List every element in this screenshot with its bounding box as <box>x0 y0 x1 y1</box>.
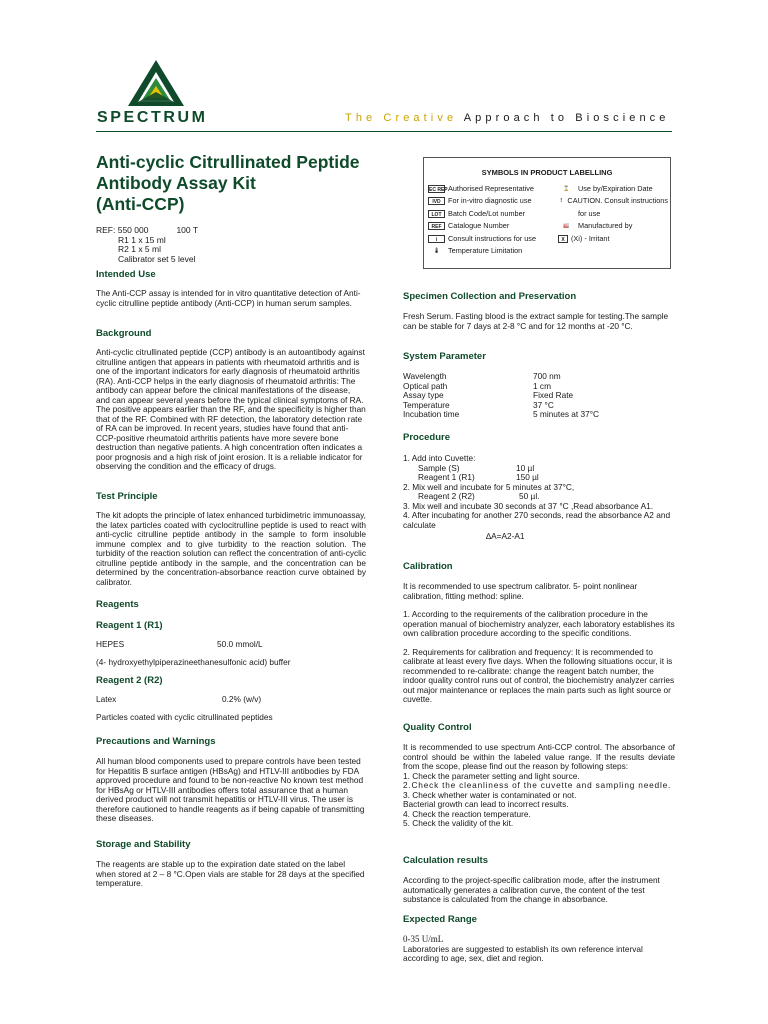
reagent-2-note: Particles coated with cyclic citrullinated peptides <box>96 711 273 722</box>
section-text: Fresh Serum. Fasting blood is the extract sample for testing.The sample can be stable for 7 days at 2-8 °C and for 12 months at -20 °C. <box>403 311 669 331</box>
section-text: 1. According to the requirements of the calibration procedure in the operation manual of biochemistry analyzer, each laboratory establishes its own calibration procedure according to the specific conditions. <box>403 609 675 638</box>
ref-r1: R1 1 x 15 ml <box>118 234 166 245</box>
header-rule <box>96 131 672 132</box>
ivd-icon: IVD <box>428 197 445 205</box>
symbols-left-column <box>428 183 558 258</box>
section-text: It is recommended to use spectrum calibrator. 5- point nonlinear calibration, fitting method: spline. <box>403 581 638 601</box>
reagent-1-heading: Reagent 1 (R1) <box>96 620 163 631</box>
symbols-right-column <box>558 183 668 258</box>
intended-use-section <box>96 269 366 308</box>
test-principle-section <box>96 491 366 587</box>
section-text: Anti-cyclic citrullinated peptide (CCP) antibody is an autoantibody against citrulline antigen that appears in patients with rheumatoid arthritis and is one of the important indicators for early diagnosis of rheumatoid arthritis (RA). Anti-CCP helps in the early diagnosis of rheumatoid arthritis: The antibody can appear before the clinical manifestations of the disease, and can appear several years before the typical clinical symptoms of RA. The positive appears earlier than the RF, and the specificity is higher than that of the RF. Combined with RF detection, the laboratory detection rate of RA can be improved. In recent years, studies have found that anti- CCP-positive rheumatoid arthritis patients have more severe bone destruction than negative patients. A high concentration often indicates a poor prognosis and a high risk of joint erosion. It is a reliable indicator for observing the condition and the efficacy of drugs. <box>96 347 366 471</box>
spectrum-logo <box>96 58 216 108</box>
lot-icon: LOT <box>428 210 445 218</box>
section-text: 2. Requirements for calibration and frequency: It is recommended to calibrate at least every five days. When the following situations occur, it is recommended to re-calibrate: change the reagent batch number, the indoor quality control runs out of control, the biochemistry analyzer carries out major maintenance or replaces the main parts such as light source or cuvette. <box>403 646 675 704</box>
section-heading: Reagents <box>96 599 139 610</box>
thermometer-icon: 🌡 <box>433 248 440 255</box>
symbol-item: 🏭 Manufactured by <box>558 220 668 233</box>
formula: ∆A=A2-A1 <box>486 531 525 541</box>
instructions-icon: i <box>428 235 445 243</box>
procedure-row: Reagent 2 (R2) 50 µl. <box>418 491 540 501</box>
procedure-section <box>403 432 675 542</box>
section-heading: Quality Control <box>403 722 472 733</box>
brand-name: SPECTRUM <box>97 109 208 126</box>
quality-control-section <box>403 722 675 829</box>
section-heading: Precautions and Warnings <box>96 736 216 747</box>
qc-step: 2.Check the cleanliness of the cuvette and sampling needle. <box>403 780 672 790</box>
section-text: The kit adopts the principle of latex enhanced turbidimetric immunoassay, the latex particles coated with cyclocitrulline peptide is used to react with anti-cyclic citrulline peptide antibody in the sample to form insoluble immune complex and to give turbidity to the reaction solution. The turbidity of the reaction solution can reflect the concentration of anti-cyclic citrulline peptide antibody in the sample, and the concentration can be determined by the concentration-absorbance reaction curve obtained by calibrator. <box>96 510 366 587</box>
reagent-1-row: HEPES 50.0 mmol/L <box>96 639 263 649</box>
section-text: The Anti-CCP assay is intended for in vitro quantitative detection of Anti-cyclic citrulline peptide antibody (Anti-CCP) in human serum samples. <box>96 288 361 308</box>
section-heading: Storage and Stability <box>96 839 191 850</box>
parameter-row: Optical path 1 cm <box>403 380 551 391</box>
document-title <box>96 152 396 215</box>
section-heading: Test Principle <box>96 491 158 502</box>
procedure-step: 3. Mix well and incubate 30 seconds at 37 °C ,Read absorbance A1. <box>403 500 654 511</box>
section-heading: Expected Range <box>403 914 477 925</box>
symbol-item: for use <box>578 208 601 218</box>
symbol-item: REF Catalogue Number <box>428 220 558 233</box>
irritant-icon: X <box>558 235 568 243</box>
section-text: It is recommended to use spectrum Anti-CCP control. The absorbance of control should be within the labeled value range. If the results deviate from the scope, please find out the reason by following steps: <box>403 742 675 771</box>
storage-section <box>96 839 366 889</box>
ref-r2: R2 1 x 5 ml <box>118 244 161 254</box>
section-heading: Procedure <box>403 432 450 443</box>
section-heading: Specimen Collection and Preservation <box>403 291 577 302</box>
qc-step: 4. Check the reaction temperature. <box>403 808 531 819</box>
symbols-box <box>423 157 671 269</box>
symbol-item: 🌡 Temperature Limitation <box>428 245 558 258</box>
qc-step: Bacterial growth can lead to incorrect results. <box>403 799 569 809</box>
factory-icon: 🏭 <box>563 223 570 230</box>
symbols-title: SYMBOLS IN PRODUCT LABELLING <box>481 168 613 177</box>
title-line: Antibody Assay Kit <box>96 173 256 193</box>
symbol-item: EC REP Authorised Representative <box>429 183 534 193</box>
ref-calibrator: Calibrator set 5 level <box>118 253 196 264</box>
tagline <box>345 112 670 124</box>
procedure-row: Reagent 1 (R1) 150 µl <box>418 472 539 482</box>
symbol-item: IVD For in-vitro diagnostic use <box>428 195 558 208</box>
symbol-item: X (Xi) - Irritant <box>558 233 668 246</box>
section-heading: Calibration <box>403 561 453 572</box>
qc-step: 1. Check the parameter setting and light source. <box>403 770 580 781</box>
symbol-item: ⌛ Use by/Expiration Date <box>558 183 668 196</box>
background-section <box>96 328 366 472</box>
ref-block <box>96 226 198 264</box>
section-heading: Intended Use <box>96 269 156 280</box>
section-text: All human blood components used to prepare controls have been tested for Hepatitis B surface antigen (HBsAg) and HTLV-III antibodies by FDA approved procedure and found to be non-reactive No known test method for HBsAg or HTLV-III antibodies offers total assurance that a human derived product will not transmit hepatitis or HTLV-III virus. The user is therefore cautioned to handle reagents as if being capable of transmitting these diseases. <box>96 756 365 823</box>
qc-step: 5. Check the validity of the kit. <box>403 818 514 828</box>
procedure-step: 2. Mix well and incubate for 5 minutes at 37°C, <box>403 481 575 492</box>
tagline-rest: Approach to Bioscience <box>457 112 670 124</box>
qc-step: 3. Check whether water is contaminated or not. <box>403 789 577 800</box>
expected-range-section <box>403 914 675 964</box>
section-heading: System Parameter <box>403 351 486 362</box>
reagent-2-heading: Reagent 2 (R2) <box>96 675 163 686</box>
title-line: Anti-cyclic Citrullinated Peptide <box>96 152 360 172</box>
ref-test-count: 100 T <box>176 225 199 235</box>
ec-rep-icon: EC REP <box>429 186 448 193</box>
section-text: According to the project-specific calibration mode, after the instrument automatically generates a calibration curve, the content of the test substance is calculated from the change in absorbance. <box>403 875 660 904</box>
section-text: Laboratories are suggested to establish its own reference interval according to age, sex, diet and region. <box>403 943 643 963</box>
hourglass-icon: ⌛ <box>563 185 570 192</box>
system-parameter-section <box>403 351 675 420</box>
tagline-accent: The Creative <box>345 112 458 124</box>
parameter-row: Temperature 37 °C <box>403 399 554 410</box>
warning-icon: ! <box>560 198 563 205</box>
symbol-item: LOT Batch Code/Lot number <box>428 208 558 221</box>
specimen-section <box>403 291 675 331</box>
section-heading: Background <box>96 328 152 339</box>
reagent-2-row: Latex 0.2% (w/v) <box>96 694 262 704</box>
parameter-table <box>403 372 675 420</box>
precautions-section <box>96 736 366 824</box>
symbol-item: i Consult instructions for use <box>428 233 558 246</box>
expected-range-value: 0-35 U/mL <box>403 934 444 944</box>
procedure-step: 4. After incubating for another 270 seconds, read the absorbance A2 and calculate <box>403 510 671 530</box>
procedure-step: 1. Add into Cuvette: <box>403 453 476 463</box>
parameter-row: Assay type Fixed Rate <box>403 390 574 400</box>
reagents-section <box>96 599 366 722</box>
title-line: (Anti-CCP) <box>96 194 185 214</box>
procedure-row: Sample (S) 10 µl <box>418 462 535 473</box>
reagent-1-note: (4- hydroxyethylpiperazineethanesulfonic acid) buffer <box>96 656 291 667</box>
ref-number: REF: 550 000 <box>96 225 149 235</box>
logo-mark-icon <box>126 58 186 108</box>
symbol-item: ! CAUTION. Consult instructions <box>558 195 668 208</box>
section-text: The reagents are stable up to the expiration date stated on the label when stored at 2 – 8 °C.Open vials are stable for 28 days at the specified temperature. <box>96 859 365 888</box>
calculation-section <box>403 855 675 905</box>
parameter-row: Wavelength 700 nm <box>403 371 561 381</box>
ref-icon: REF <box>428 222 445 230</box>
section-heading: Calculation results <box>403 855 488 866</box>
calibration-section <box>403 561 675 705</box>
parameter-row: Incubation time 5 minutes at 37°C <box>403 409 600 419</box>
